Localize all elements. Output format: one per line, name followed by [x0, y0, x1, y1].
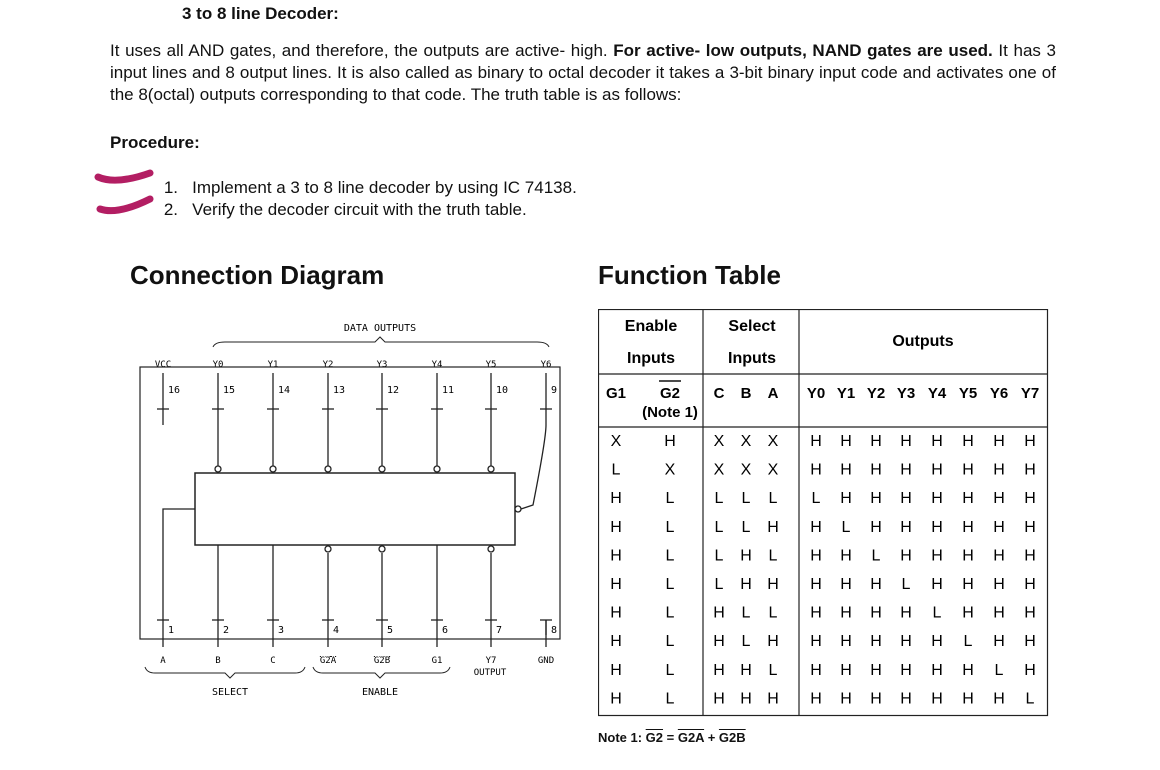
table-cell: H: [713, 633, 725, 651]
table-row: [612, 462, 1036, 479]
table-cell: H: [664, 433, 676, 450]
output-col-Y7: Y7: [1020, 385, 1040, 402]
table-cell: H: [870, 576, 882, 593]
table-cell: X: [767, 461, 779, 479]
table-cell: L: [901, 576, 911, 593]
g1-header: G1: [605, 385, 627, 402]
step-text: Verify the decoder circuit with the truth table.: [192, 200, 527, 219]
table-cell: L: [841, 518, 851, 536]
table-cell: X: [767, 433, 779, 450]
table-cell: H: [962, 518, 974, 536]
table-cell: L: [741, 490, 751, 508]
table-cell: H: [931, 547, 943, 565]
table-cell: X: [664, 461, 676, 479]
note-prefix: Note 1:: [598, 730, 646, 745]
procedure-heading: Procedure:: [110, 133, 200, 152]
top-pin-3: 13: [333, 385, 346, 396]
table-cell: H: [870, 518, 882, 536]
table-cell: H: [1024, 547, 1036, 565]
procedure-step-1: [144, 178, 577, 198]
table-cell: H: [900, 633, 912, 651]
table-cell: H: [740, 576, 752, 593]
table-cell: L: [932, 604, 942, 622]
table-cell: L: [714, 547, 724, 565]
table-cell: H: [962, 433, 974, 450]
output-col-Y2: Y2: [866, 385, 886, 402]
table-cell: H: [931, 490, 943, 508]
table-cell: H: [931, 461, 943, 479]
top-label-6: Y5: [485, 360, 497, 370]
table-cell: H: [840, 461, 852, 479]
table-cell: H: [870, 661, 882, 679]
select-header: Select: [728, 318, 776, 335]
table-cell: H: [810, 518, 822, 536]
table-cell: H: [1024, 490, 1036, 508]
bottom-pin-4: 5: [387, 625, 394, 636]
top-label-0: VCC: [154, 360, 172, 370]
enable-header: Enable: [624, 318, 678, 335]
table-cell: H: [810, 576, 822, 593]
intro-bold-text: For active- low outputs, NAND gates are used.: [613, 41, 993, 60]
table-cell: X: [740, 433, 752, 450]
table-cell: H: [900, 661, 912, 679]
table-cell: H: [840, 690, 852, 708]
table-cell: H: [962, 661, 974, 679]
table-row: [610, 633, 1036, 650]
table-cell: H: [993, 461, 1005, 479]
table-cell: X: [740, 461, 752, 479]
table-cell: L: [665, 690, 675, 708]
doc-title: 3 to 8 line Decoder:: [182, 4, 339, 23]
table-cell: H: [1024, 576, 1036, 593]
connection-diagram-heading: Connection Diagram: [130, 260, 385, 290]
table-cell: H: [840, 490, 852, 508]
table-cell: H: [840, 604, 852, 622]
table-cell: H: [810, 661, 822, 679]
table-cell: H: [840, 633, 852, 651]
table-cell: H: [900, 518, 912, 536]
table-row: [610, 690, 1034, 707]
bottom-pin-3: 4: [333, 625, 340, 636]
table-cell: H: [993, 490, 1005, 508]
table-cell: H: [900, 547, 912, 565]
bottom-label-4: G2B: [373, 656, 391, 666]
table-cell: H: [870, 690, 882, 708]
table-cell: H: [767, 518, 779, 536]
table-row: [610, 605, 1036, 622]
table-cell: H: [713, 661, 725, 679]
table-cell: H: [993, 604, 1005, 622]
g2-header: G2: [659, 385, 681, 402]
intro-text-2: It has 3 input lines and 8 output lines. It is also called as binary to octal decoder it takes a 3-bit binary input code and activates one of the 8(octal) outputs corresponding to that code. The truth table is as follows:: [110, 41, 1056, 104]
table-cell: H: [740, 547, 752, 565]
table-cell: H: [610, 661, 622, 679]
table-cell: H: [931, 576, 943, 593]
bottom-pin-6: 7: [496, 625, 503, 636]
table-cell: L: [714, 490, 724, 508]
g2-note-header: (Note 1): [642, 404, 698, 421]
output-col-Y1: Y1: [836, 385, 856, 402]
output-col-Y6: Y6: [989, 385, 1009, 402]
bottom-pin-1: 2: [223, 625, 230, 636]
top-label-5: Y4: [431, 360, 443, 370]
table-cell: H: [870, 604, 882, 622]
table-cell: H: [840, 547, 852, 565]
table-cell: L: [994, 661, 1004, 679]
table-cell: H: [900, 433, 912, 450]
y7-output-label: OUTPUT: [473, 668, 507, 678]
top-label-7: Y6: [540, 360, 552, 370]
top-pin-labels: [155, 360, 552, 370]
output-col-Y4: Y4: [927, 385, 947, 402]
table-cell: H: [931, 661, 943, 679]
table-cell: L: [871, 547, 881, 565]
table-row: [610, 547, 1036, 564]
table-cell: H: [740, 690, 752, 708]
table-cell: L: [768, 547, 778, 565]
table-cell: H: [1024, 433, 1036, 450]
table-cell: H: [931, 690, 943, 708]
top-pin-6: 10: [496, 385, 509, 396]
table-cell: H: [870, 433, 882, 450]
bottom-pin-labels: [160, 656, 554, 666]
table-cell: L: [714, 518, 724, 536]
top-pin-4: 12: [387, 385, 400, 396]
select-inputs-header: Inputs: [728, 350, 776, 367]
table-cell: H: [870, 490, 882, 508]
table-cell: L: [665, 633, 675, 651]
table-cell: L: [665, 490, 675, 508]
table-row: [610, 662, 1036, 679]
table-cell: H: [962, 461, 974, 479]
table-cell: L: [665, 547, 675, 565]
table-cell: H: [962, 604, 974, 622]
table-cell: H: [1024, 633, 1036, 651]
table-cell: H: [993, 633, 1005, 651]
table-cell: H: [810, 547, 822, 565]
table-cell: L: [963, 633, 973, 651]
top-label-3: Y2: [322, 360, 334, 370]
table-cell: H: [767, 690, 779, 708]
note-eq: =: [663, 730, 678, 745]
table-cell: H: [610, 576, 622, 593]
top-label-4: Y3: [376, 360, 388, 370]
table-cell: H: [1024, 518, 1036, 536]
table-cell: H: [993, 576, 1005, 593]
table-cell: L: [768, 604, 778, 622]
table-cell: L: [741, 518, 751, 536]
table-cell: X: [713, 461, 725, 479]
table-cell: H: [610, 690, 622, 708]
table-cell: X: [610, 433, 622, 450]
output-col-Y3: Y3: [896, 385, 916, 402]
top-pin-5: 11: [442, 385, 455, 396]
table-row: [610, 490, 1036, 507]
note-plus: +: [704, 730, 719, 745]
table-cell: L: [1025, 690, 1035, 708]
table-cell: H: [840, 433, 852, 450]
table-cell: H: [740, 661, 752, 679]
bottom-pin-2: 3: [278, 625, 285, 636]
table-cell: H: [993, 690, 1005, 708]
table-row: [610, 519, 1036, 536]
table-cell: X: [713, 433, 725, 450]
table-cell: L: [665, 604, 675, 622]
table-cell: H: [767, 576, 779, 593]
top-pin-1: 15: [223, 385, 236, 396]
bottom-label-0: A: [160, 656, 166, 666]
table-cell: H: [993, 547, 1005, 565]
table-cell: H: [767, 633, 779, 651]
decoder-block: [195, 473, 515, 545]
top-pin-2: 14: [278, 385, 291, 396]
note-g2b: G2B: [718, 730, 746, 745]
bottom-pin-7: 8: [551, 625, 558, 636]
table-cell: H: [810, 433, 822, 450]
table-cell: H: [900, 490, 912, 508]
table-cell: L: [768, 490, 778, 508]
table-cell: H: [993, 518, 1005, 536]
bottom-label-2: C: [270, 656, 276, 666]
note-g2a: G2A: [677, 730, 705, 745]
table-cell: H: [900, 604, 912, 622]
top-label-2: Y1: [267, 360, 279, 370]
table-row: [610, 576, 1036, 593]
table-cell: H: [993, 433, 1005, 450]
intro-text-1: It uses all AND gates, and therefore, the outputs are active- high.: [110, 41, 614, 60]
table-cell: H: [931, 433, 943, 450]
enable-label: ENABLE: [361, 687, 399, 698]
outputs-header: Outputs: [892, 333, 954, 350]
table-cell: H: [870, 461, 882, 479]
note-g2: G2: [645, 730, 664, 745]
bottom-label-6: Y7: [485, 656, 497, 666]
table-cell: H: [931, 633, 943, 651]
procedure-step-2: [144, 200, 527, 220]
table-cell: H: [1024, 661, 1036, 679]
connection-diagram: [135, 315, 565, 705]
bottom-label-1: B: [215, 656, 221, 666]
table-cell: L: [741, 633, 751, 651]
bottom-label-3: G2A: [319, 656, 337, 666]
note-1: [598, 730, 746, 745]
table-cell: H: [931, 518, 943, 536]
step-number: 2.: [163, 200, 178, 219]
table-cell: L: [665, 661, 675, 679]
table-cell: H: [810, 604, 822, 622]
table-cell: L: [811, 490, 821, 508]
function-table: [598, 309, 1050, 719]
table-cell: H: [1024, 461, 1036, 479]
table-cell: H: [900, 461, 912, 479]
table-row: [611, 433, 1036, 450]
output-col-Y0: Y0: [806, 385, 826, 402]
table-cell: H: [840, 661, 852, 679]
top-pin-0: 16: [168, 385, 181, 396]
table-cell: H: [713, 690, 725, 708]
table-cell: H: [610, 547, 622, 565]
bottom-pin-0: 1: [168, 625, 175, 636]
table-cell: H: [610, 490, 622, 508]
table-cell: H: [870, 633, 882, 651]
table-cell: H: [713, 604, 725, 622]
table-cell: L: [665, 518, 675, 536]
data-outputs-label: DATA OUTPUTS: [343, 323, 417, 334]
table-cell: H: [962, 490, 974, 508]
table-cell: L: [665, 576, 675, 593]
function-table-heading: Function Table: [598, 260, 781, 290]
enable-inputs-header: Inputs: [627, 350, 675, 367]
select-label: SELECT: [211, 687, 249, 698]
table-cell: H: [1024, 604, 1036, 622]
bottom-pin-5: 6: [442, 625, 449, 636]
step-text: Implement a 3 to 8 line decoder by using IC 74138.: [192, 178, 577, 197]
step-number: 1.: [163, 178, 178, 197]
table-cell: H: [900, 690, 912, 708]
top-pin-7: 9: [551, 385, 558, 396]
table-cell: H: [610, 604, 622, 622]
select-col-A: A: [767, 385, 779, 402]
table-cell: H: [840, 576, 852, 593]
bottom-pin-numbers: [168, 625, 557, 636]
table-cell: H: [610, 518, 622, 536]
table-cell: H: [810, 690, 822, 708]
table-cell: H: [810, 461, 822, 479]
select-col-B: B: [740, 385, 752, 402]
bottom-label-5: G1: [431, 656, 443, 666]
table-cell: H: [962, 547, 974, 565]
table-cell: L: [714, 576, 724, 593]
table-cell: H: [810, 633, 822, 651]
top-pin-numbers: [168, 385, 557, 396]
bottom-label-7: GND: [537, 656, 555, 666]
table-cell: H: [962, 576, 974, 593]
intro-paragraph: [110, 40, 1056, 106]
table-cell: L: [741, 604, 751, 622]
select-col-C: C: [713, 385, 725, 402]
table-cell: L: [768, 661, 778, 679]
table-cell: L: [611, 461, 621, 479]
table-cell: H: [962, 690, 974, 708]
top-label-1: Y0: [212, 360, 224, 370]
table-cell: H: [610, 633, 622, 651]
output-col-Y5: Y5: [958, 385, 978, 402]
